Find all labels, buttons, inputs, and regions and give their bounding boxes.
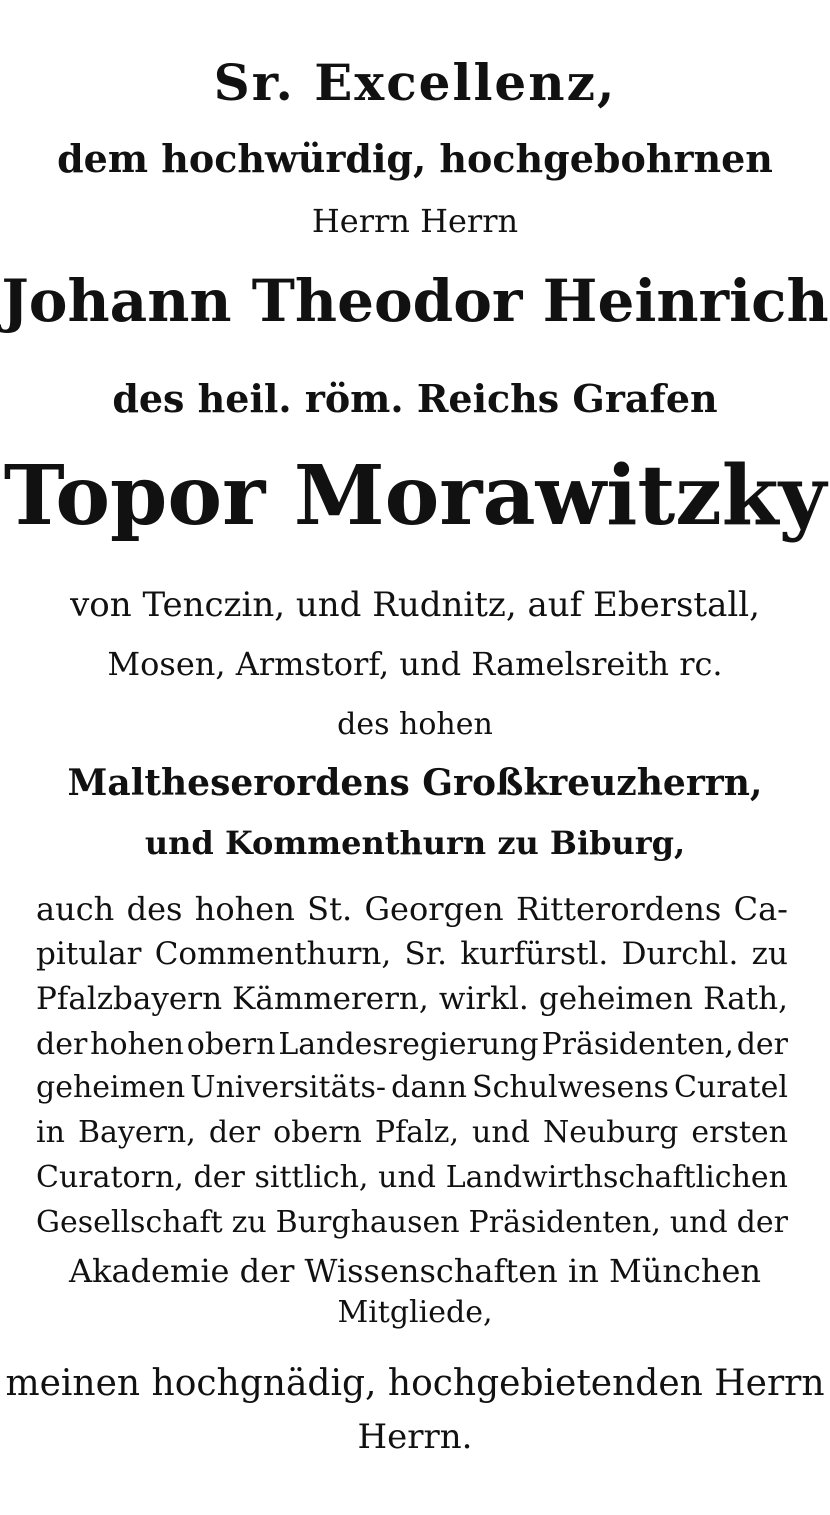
word: Commenthurn,: [154, 936, 392, 972]
word: geheimen: [36, 1070, 186, 1105]
word: Curatorn,: [36, 1160, 184, 1195]
word: hohen: [194, 890, 295, 928]
word: Durchl.: [621, 936, 739, 972]
word: obern: [273, 1115, 362, 1150]
word: des: [126, 890, 183, 928]
closing-line-1: meinen hochgnädig, hochgebietenden Herrn: [5, 1363, 825, 1404]
domains-line-1: von Tenczin, und Rudnitz, auf Eberstall,: [70, 585, 760, 625]
word: ersten: [691, 1115, 788, 1150]
word: zu: [231, 1205, 267, 1240]
word: geheimen: [538, 981, 693, 1017]
given-names-line: Johann Theodor Heinrich: [1, 267, 829, 335]
word: sittlich,: [254, 1160, 369, 1195]
body-line: [36, 936, 788, 972]
word: Universitäts-: [190, 1070, 387, 1105]
word: Burghausen: [275, 1205, 460, 1240]
word: und: [378, 1160, 437, 1195]
word: Gesellschaft: [36, 1205, 223, 1240]
body-line: [36, 1205, 788, 1240]
word: Rath,: [703, 981, 788, 1017]
rank-line: des heil. röm. Reichs Grafen: [112, 376, 718, 421]
word: Sr.: [404, 936, 448, 972]
word: Pfalzbayern: [36, 981, 223, 1017]
body-line: [36, 1160, 788, 1195]
word: Schulwesens: [472, 1070, 669, 1105]
address-line-1: dem hochwürdig, hochgebohrnen: [57, 136, 773, 181]
word: wirkl.: [438, 981, 529, 1017]
word: St.: [307, 890, 353, 928]
family-name-line: Topor Morawitzky: [3, 448, 827, 544]
word: Neuburg: [542, 1115, 679, 1150]
word: Präsidenten,: [468, 1205, 661, 1240]
word: Georgen: [364, 890, 504, 928]
word: in: [36, 1115, 65, 1150]
word: Curatel: [674, 1070, 788, 1105]
closing-line-2: Herrn.: [357, 1417, 473, 1457]
honorific-line: Sr. Excellenz,: [213, 53, 617, 112]
body-line: [36, 890, 788, 928]
word: der: [736, 1205, 788, 1240]
word: Präsidenten,: [541, 1027, 734, 1062]
word: der: [36, 1027, 88, 1062]
word: auch: [36, 890, 115, 928]
word: Landesregierung: [278, 1027, 539, 1062]
body-line: Akademie der Wissenschaften in München: [68, 1252, 762, 1290]
word: hohen: [90, 1027, 184, 1062]
word: kurfürstl.: [460, 936, 609, 972]
body-line: [36, 1115, 788, 1150]
word: der: [208, 1115, 261, 1150]
word: und: [472, 1115, 530, 1150]
body-line: Mitgliede,: [337, 1295, 493, 1330]
word: Bayern,: [77, 1115, 196, 1150]
body-line: [36, 981, 788, 1017]
word: der: [193, 1160, 245, 1195]
address-line-2: Herrn Herrn: [311, 202, 519, 240]
domains-line-2: Mosen, Armstorf, und Ramelsreith rc.: [107, 645, 723, 683]
word: der: [736, 1027, 788, 1062]
word: pitular: [36, 936, 142, 972]
order-name-line: Maltheserordens Großkreuzherrn,: [67, 762, 763, 804]
word: Landwirthschaftlichen: [445, 1160, 788, 1195]
word: Ritterordens: [515, 890, 722, 928]
commandery-line: und Kommenthurn zu Biburg,: [144, 824, 686, 862]
word: Pfalz,: [374, 1115, 460, 1150]
order-intro-line: des hohen: [337, 707, 493, 742]
body-line: [36, 1070, 788, 1105]
body-line: [36, 1027, 788, 1062]
word: obern: [186, 1027, 276, 1062]
word: dann: [391, 1070, 467, 1105]
word: Kämmerern,: [232, 981, 429, 1017]
word: zu: [751, 936, 788, 972]
word: und: [669, 1205, 728, 1240]
word: Ca-: [733, 890, 788, 928]
